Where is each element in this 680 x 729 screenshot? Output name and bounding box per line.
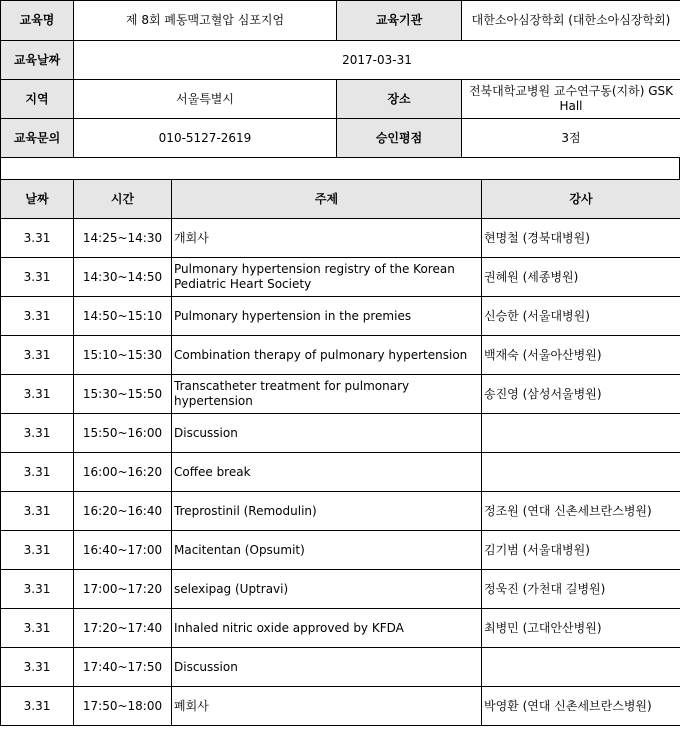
row-date: 3.31: [1, 297, 74, 336]
row-speaker: 김기범 (서울대병원): [482, 531, 680, 570]
row-speaker: 송진영 (삼성서울병원): [482, 375, 680, 414]
credits-value: 3점: [462, 119, 680, 158]
info-row-course: [1, 1, 680, 41]
table-row: [1, 219, 680, 258]
row-date: 3.31: [1, 570, 74, 609]
row-topic: Discussion: [172, 414, 482, 453]
row-time: 17:00~17:20: [74, 570, 172, 609]
info-row-date: [1, 41, 680, 80]
contact-label: 교육문의: [1, 119, 74, 158]
row-date: 3.31: [1, 258, 74, 297]
row-topic: Macitentan (Opsumit): [172, 531, 482, 570]
row-topic: Combination therapy of pulmonary hypertension: [172, 336, 482, 375]
row-time: 14:30~14:50: [74, 258, 172, 297]
row-time: 14:25~14:30: [74, 219, 172, 258]
table-row: [1, 297, 680, 336]
table-row: [1, 414, 680, 453]
row-time: 16:20~16:40: [74, 492, 172, 531]
header-time: 시간: [74, 180, 172, 219]
spacer-row: [0, 158, 680, 180]
table-row: [1, 570, 680, 609]
row-date: 3.31: [1, 453, 74, 492]
region-label: 지역: [1, 80, 74, 119]
row-date: 3.31: [1, 492, 74, 531]
table-row: [1, 648, 680, 687]
row-speaker: 백재숙 (서울아산병원): [482, 336, 680, 375]
row-speaker: 권혜원 (세종병원): [482, 258, 680, 297]
row-date: 3.31: [1, 609, 74, 648]
row-topic: 폐회사: [172, 687, 482, 726]
row-topic: Treprostinil (Remodulin): [172, 492, 482, 531]
row-topic: selexipag (Uptravi): [172, 570, 482, 609]
info-row-location: [1, 80, 680, 119]
row-speaker: 박영환 (연대 신촌세브란스병원): [482, 687, 680, 726]
row-date: 3.31: [1, 531, 74, 570]
venue-value: 전북대학교병원 교수연구동(지하) GSK Hall: [462, 80, 680, 119]
row-time: 17:20~17:40: [74, 609, 172, 648]
info-row-contact: [1, 119, 680, 158]
schedule-table: [0, 179, 680, 726]
row-time: 14:50~15:10: [74, 297, 172, 336]
table-row: [1, 531, 680, 570]
row-date: 3.31: [1, 648, 74, 687]
row-time: 17:50~18:00: [74, 687, 172, 726]
row-date: 3.31: [1, 219, 74, 258]
contact-value: 010-5127-2619: [74, 119, 337, 158]
table-row: [1, 453, 680, 492]
row-date: 3.31: [1, 336, 74, 375]
row-time: 17:40~17:50: [74, 648, 172, 687]
row-speaker: [482, 453, 680, 492]
row-topic: Discussion: [172, 648, 482, 687]
row-time: 15:10~15:30: [74, 336, 172, 375]
credits-label: 승인평점: [337, 119, 462, 158]
row-time: 15:30~15:50: [74, 375, 172, 414]
row-topic: Coffee break: [172, 453, 482, 492]
row-time: 15:50~16:00: [74, 414, 172, 453]
spacer-cell: [1, 158, 680, 179]
row-speaker: 정조원 (연대 신촌세브란스병원): [482, 492, 680, 531]
row-speaker: [482, 414, 680, 453]
date-value: 2017-03-31: [74, 41, 680, 80]
row-speaker: 신승한 (서울대병원): [482, 297, 680, 336]
row-time: 16:00~16:20: [74, 453, 172, 492]
course-info-table: [0, 0, 680, 158]
row-date: 3.31: [1, 687, 74, 726]
table-row: [1, 687, 680, 726]
row-topic: 개회사: [172, 219, 482, 258]
header-speaker: 강사: [482, 180, 680, 219]
row-topic: Transcatheter treatment for pulmonary hypertension: [172, 375, 482, 414]
table-row: [1, 492, 680, 531]
organization-label: 교육기관: [337, 1, 462, 41]
course-name-value: 제 8회 폐동맥고혈압 심포지엄: [74, 1, 337, 41]
header-topic: 주제: [172, 180, 482, 219]
schedule-body: [1, 219, 680, 726]
header-date: 날짜: [1, 180, 74, 219]
region-value: 서울특별시: [74, 80, 337, 119]
row-topic: Inhaled nitric oxide approved by KFDA: [172, 609, 482, 648]
row-speaker: 최병민 (고대안산병원): [482, 609, 680, 648]
row-time: 16:40~17:00: [74, 531, 172, 570]
row-speaker: 현명철 (경북대병원): [482, 219, 680, 258]
row-speaker: 정욱진 (가천대 길병원): [482, 570, 680, 609]
row-topic: Pulmonary hypertension registry of the Korean Pediatric Heart Society: [172, 258, 482, 297]
schedule-header-row: [1, 180, 680, 219]
date-label: 교육날짜: [1, 41, 74, 80]
table-row: [1, 375, 680, 414]
table-row: [1, 609, 680, 648]
row-speaker: [482, 648, 680, 687]
course-name-label: 교육명: [1, 1, 74, 41]
table-row: [1, 258, 680, 297]
row-topic: Pulmonary hypertension in the premies: [172, 297, 482, 336]
table-row: [1, 336, 680, 375]
venue-label: 장소: [337, 80, 462, 119]
row-date: 3.31: [1, 375, 74, 414]
row-date: 3.31: [1, 414, 74, 453]
organization-value: 대한소아심장학회 (대한소아심장학회): [462, 1, 680, 41]
